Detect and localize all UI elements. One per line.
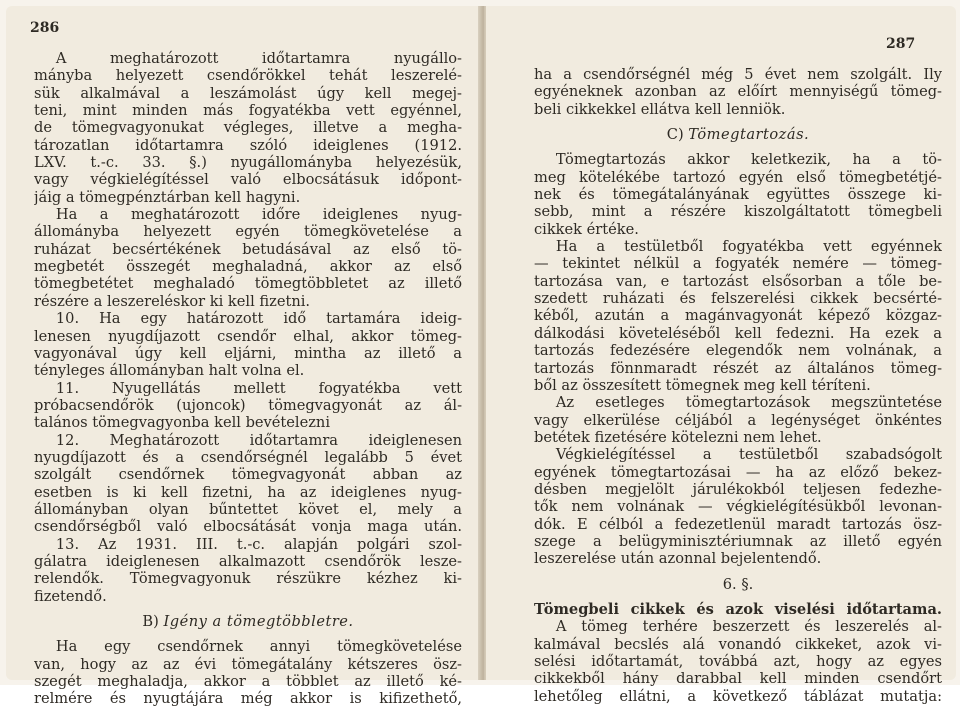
text-line: lenesen nyugdíjazott csendőr elhal, akkor tömeg- bbox=[34, 327, 462, 345]
text-line: esetben is ki kell fizetni, ha az ideiglenes nyug- bbox=[34, 483, 462, 501]
text-line: dók. E célból a fedezetlenül maradt tartozás ösz- bbox=[534, 515, 942, 533]
text-line: Ha egy csendőrnek annyi tömegkövetelése bbox=[34, 638, 462, 656]
text-line: tényleges állományban halt volna el. bbox=[34, 362, 305, 380]
text-line: — tekintet nélkül a fogyaték nemére — tömeg- bbox=[534, 255, 942, 273]
text-line: tömegbetétet meghaladó tömegtöbbletet az illető bbox=[34, 275, 462, 293]
text-line: nyugdíjazott és a csendőrségnél legalább 5 évet bbox=[34, 448, 462, 466]
text-line: Tömegtartozás akkor keletkezik, ha a tö- bbox=[534, 151, 942, 169]
text-line: kéből, azután a magánvagyonát képező közgaz- bbox=[534, 307, 942, 325]
text-line: tők nem volnának — végkielégítésükből levonan- bbox=[534, 498, 942, 516]
text-line: ből az összesített tömegnek meg kell téríteni. bbox=[534, 376, 871, 394]
text-line: szolgált csendőrnek tömegvagyonát abban az bbox=[34, 466, 462, 484]
paragraph-gap bbox=[534, 143, 942, 151]
text-line: szegét meghaladja, akkor a többlet az illető ké- bbox=[34, 673, 462, 691]
text-line: tartozása van, e tartozást elsősorban a tőle be- bbox=[534, 272, 942, 290]
page-number-right: 287 bbox=[886, 36, 916, 52]
text-line: Végkielégítéssel a testületből szabadsógolt bbox=[534, 446, 942, 464]
text-line: jáig a tömegpénztárban kell hagyni. bbox=[34, 188, 301, 206]
text-line: lehetőleg ellátni, a következő táblázat mutatja: bbox=[534, 687, 942, 705]
text-line: ruházat becsértékének betudásával az első tö- bbox=[34, 240, 462, 258]
text-line: betétek fizetésére kötelezni nem lehet. bbox=[534, 428, 822, 446]
text-line: egyéneknek azonban az előírt mennyiségű tömeg- bbox=[534, 83, 942, 101]
text-line: vagy elkerülése céljából a legénységet önkéntes bbox=[534, 411, 942, 429]
text-line: Tömegbeli cikkek és azok viselési időtartama. bbox=[534, 600, 942, 618]
text-line: mányba helyezett csendőrökkel tehát leszerelé- bbox=[34, 67, 462, 85]
paragraph-gap bbox=[534, 568, 942, 576]
text-line: gálatra ideiglenesen alkalmazott csendőrök lesze- bbox=[34, 552, 462, 570]
paragraph-gap bbox=[534, 593, 942, 601]
text-line: 11. Nyugellátás mellett fogyatékba vett bbox=[34, 379, 462, 397]
text-line: sebb, mint a részére kiszolgáltatott tömegbeli bbox=[534, 203, 942, 221]
text-line: Ha a testületből fogyatékba vett egyénnek bbox=[534, 238, 942, 256]
text-line: egyének tömegtartozásai — ha az előző bekez- bbox=[534, 463, 942, 481]
section-heading: B) Igény a tömegtöbbletre. bbox=[142, 613, 354, 630]
text-line: tartozás fönnmaradt részét az általános tömeg- bbox=[534, 359, 942, 377]
text-line: 6. §. bbox=[722, 575, 754, 593]
text-line: 12. Meghatározott időtartamra ideiglenesen bbox=[34, 431, 462, 449]
text-line: állományba helyezett egyén tömegkövetelése a bbox=[34, 223, 462, 241]
text-line: meg kötelékébe tartozó egyén első tömegbetétjé- bbox=[534, 168, 942, 186]
text-line: talános tömegvagyonba kell bevételezni bbox=[34, 414, 330, 432]
text-line: 10. Ha egy határozott idő tartamára ideig- bbox=[34, 310, 462, 328]
text-line: van, hogy az az évi tömegátalány kétszeres ösz- bbox=[34, 655, 462, 673]
text-line: állományban olyan bűntettet követ el, mely a bbox=[34, 500, 462, 518]
text-line: cikkekből hány darabbal kell minden csendőrt bbox=[534, 670, 942, 688]
text-line: de tömegvagyonukat végleges, illetve a megha- bbox=[34, 119, 462, 137]
text-line: selési időtartamát, továbbá azt, hogy az egyes bbox=[534, 653, 942, 670]
text-line: leszerelése után azonnal bejelentendő. bbox=[534, 550, 822, 568]
text-line: részére a leszereléskor ki kell fizetni. bbox=[34, 292, 311, 310]
paragraph-gap bbox=[534, 118, 942, 126]
text-line: ha a csendőrségnél még 5 évet nem szolgált. Ily bbox=[534, 66, 942, 83]
text-line: nek és tömegátalányának együttes összege ki- bbox=[534, 186, 942, 204]
text-line: teni, mint minden más fogyatékba vett egyénnel, bbox=[34, 102, 462, 120]
text-line: csendőrségből való elbocsátását vonja maga után. bbox=[34, 518, 462, 536]
text-line: relmére és nyugtájára még akkor is kifizethető, bbox=[34, 690, 462, 708]
section-heading: C) Tömegtartozás. bbox=[666, 126, 810, 144]
text-line: szedett ruházati és felszerelési cikkek becsérté- bbox=[534, 290, 942, 308]
text-line: Az esetleges tömegtartozások megszüntetése bbox=[534, 394, 942, 412]
right-page-text bbox=[534, 66, 942, 705]
right-page bbox=[486, 6, 956, 705]
text-line: próbacsendőrök (ujoncok) tömegvagyonát az ál- bbox=[34, 396, 462, 414]
text-line: megbetét összegét meghaladná, akkor az első bbox=[34, 258, 462, 276]
left-page bbox=[6, 6, 482, 708]
paragraph-gap bbox=[34, 605, 462, 613]
text-line: fizetendő. bbox=[34, 587, 107, 605]
text-line: désben megjelölt járulékokból teljesen fedezhe- bbox=[534, 480, 942, 498]
text-line: LXV. t.-c. 33. §.) nyugállományba helyezésük, bbox=[34, 154, 462, 172]
left-page-text bbox=[34, 50, 462, 708]
text-line: vagy végkielégítéssel való elbocsátásuk időpont- bbox=[34, 171, 462, 189]
text-line: kalmával becslés alá vonandó cikkeket, azok vi- bbox=[534, 635, 942, 653]
text-line: szege a belügyminisztériumnak az illető egyén bbox=[534, 532, 942, 550]
text-line: tartozás fedezésére elegendők nem volnának, a bbox=[534, 342, 942, 360]
text-line: vagyonával úgy kell eljárni, mintha az illető a bbox=[34, 344, 462, 362]
text-line: A meghatározott időtartamra nyugállo- bbox=[34, 50, 462, 67]
text-line: cikkek értéke. bbox=[534, 220, 639, 238]
text-line: Ha a meghatározott időre ideiglenes nyug- bbox=[34, 206, 462, 224]
page-number-left: 286 bbox=[30, 20, 60, 36]
text-line: A tömeg terhére beszerzett és leszerelés al- bbox=[534, 618, 942, 636]
text-line: sük alkalmával a leszámolást úgy kell megej- bbox=[34, 84, 462, 102]
text-line: 13. Az 1931. III. t.-c. alapján polgári szol- bbox=[34, 535, 462, 553]
text-line: beli cikkekkel ellátva kell lenniök. bbox=[534, 100, 786, 118]
text-line: dálkodási követeléséből kell fedezni. Ha ezek a bbox=[534, 324, 942, 342]
text-line: tározatlan időtartamra szóló ideiglenes (1912. bbox=[34, 136, 462, 154]
text-line: relendők. Tömegvagyonuk részükre kézhez ki- bbox=[34, 570, 462, 588]
paragraph-gap bbox=[34, 630, 462, 638]
